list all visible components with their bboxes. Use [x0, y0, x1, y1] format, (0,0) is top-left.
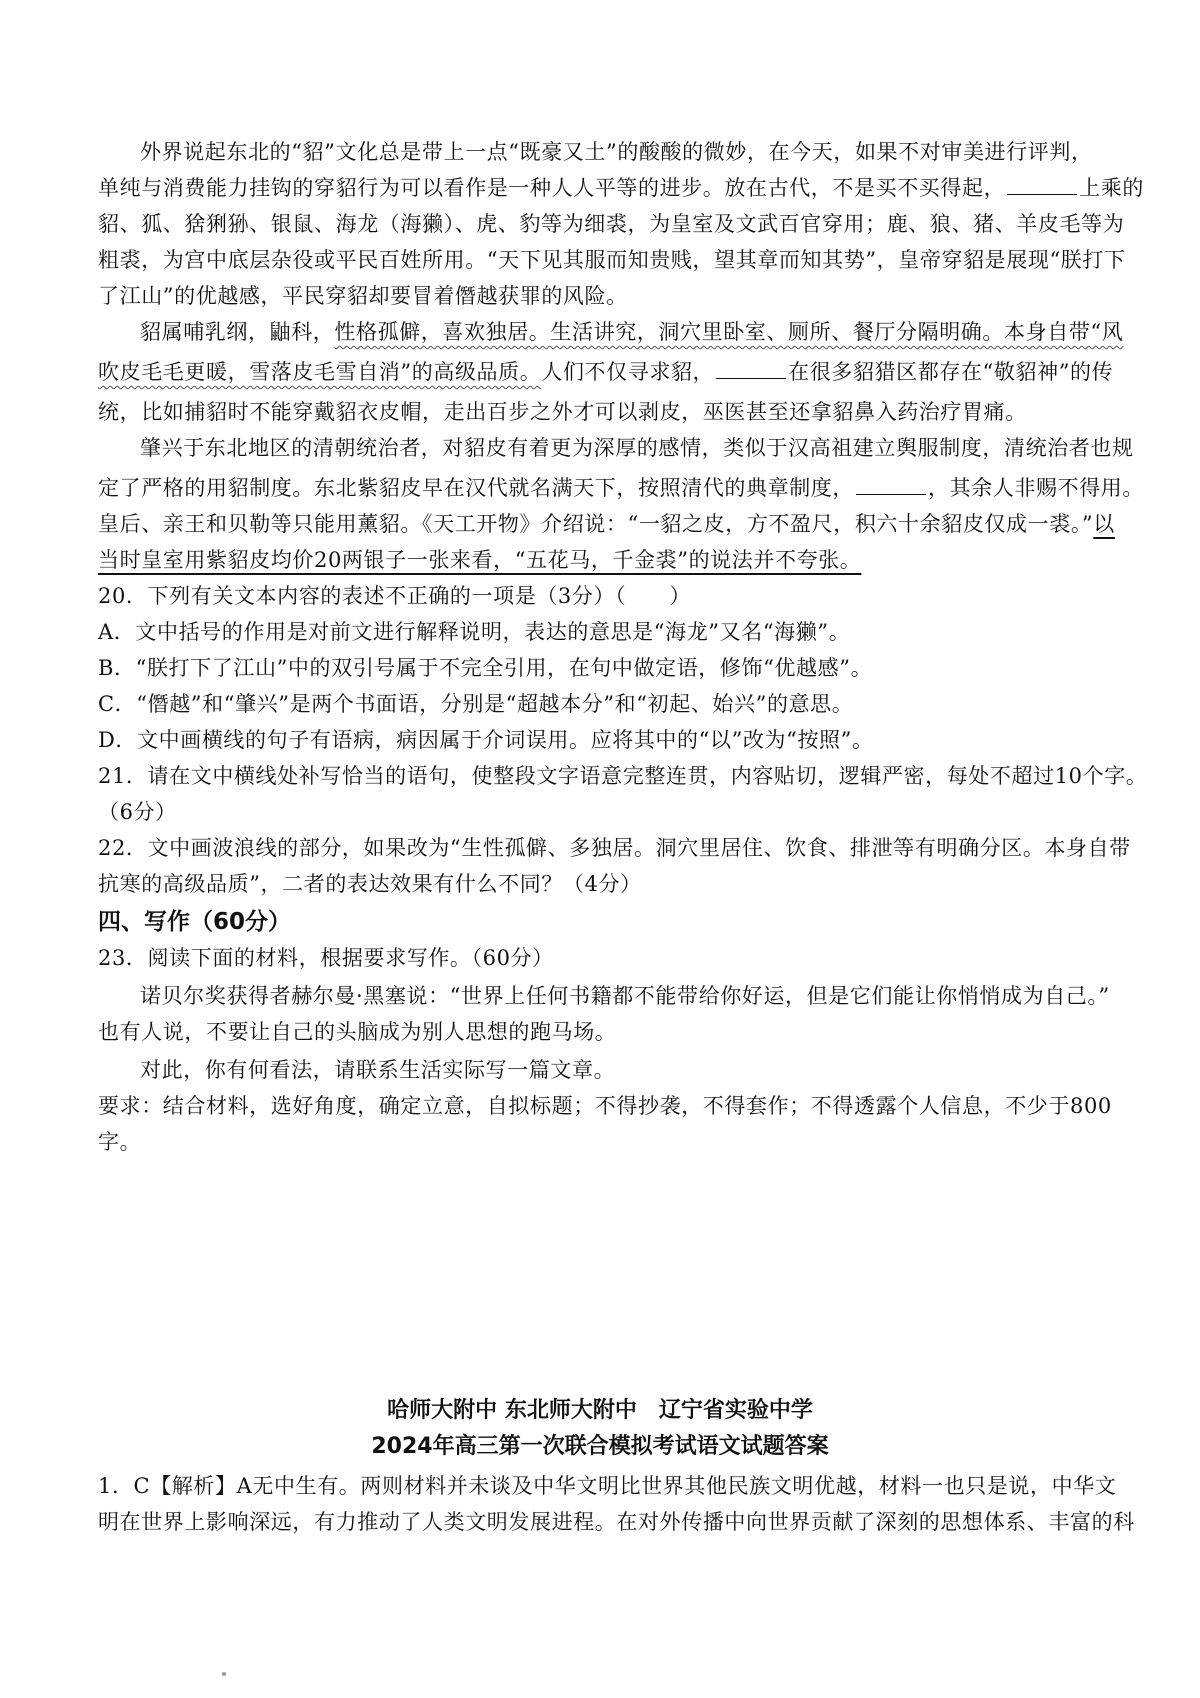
option-c: C．“僭越”和“肇兴”是两个书面语，分别是“超越本分”和“初起、始兴”的意思。 [98, 692, 854, 716]
question-22-cont: 抗寒的高级品质”，二者的表达效果有什么不同？（4分） [98, 872, 642, 896]
passage-line: 肇兴于东北地区的清朝统治者，对貂皮有着更为深厚的感情，类似于汉高祖建立舆服制度，清统治者也规 [140, 436, 1134, 460]
option-a: A．文中括号的作用是对前文进行解释说明，表达的意思是“海龙”又名“海獭”。 [98, 620, 851, 644]
requirement-line: 要求：结合材料，选好角度，确定立意，自拟标题；不得抄袭，不得套作；不得透露个人信息，不少于800 [98, 1094, 1112, 1118]
material-line: 对此，你有何看法，请联系生活实际写一篇文章。 [140, 1058, 616, 1082]
option-d: D．文中画横线的句子有语病，病因属于介词误用。应将其中的“以”改为“按照”。 [98, 728, 874, 752]
question-20: 20．下列有关文本内容的表述不正确的一项是（3分）（ ） [98, 584, 691, 608]
section-heading-writing: 四、写作（60分） [98, 909, 292, 935]
passage-line: 粗裘，为宫中底层杂役或平民百姓所用。“天下见其服而知贵贱，望其章而知其势”，皇帝穿貂是展现“朕打下 [98, 248, 1126, 272]
passage-line: 貂属哺乳纲，鼬科，性格孤僻，喜欢独居。生活讲究，洞穴里卧室、厕所、餐厅分隔明确。本身自带“风 [140, 320, 1124, 344]
underlined-text: 当时皇室用紫貂皮均价20两银子一张来看，“五花马，千金裘”的说法并不夸张。 [98, 548, 862, 572]
fill-blank-3[interactable] [856, 474, 926, 495]
material-line: 也有人说，不要让自己的头脑成为别人思想的跑马场。 [98, 1020, 617, 1044]
answer-title: 2024年高三第一次联合模拟考试语文试题答案 [371, 1434, 829, 1459]
answer-line: 1．C【解析】A无中生有。两则材料并未谈及中华文明比世界其他民族文明优越，材料一也只是说，中华文 [98, 1474, 1117, 1498]
question-23: 23．阅读下面的材料，根据要求写作。（60分） [98, 946, 554, 970]
fill-blank-2[interactable] [716, 358, 786, 379]
question-22: 22．文中画波浪线的部分，如果改为“生性孤僻、多独居。洞穴里居住、饮食、排泄等有明确分区。本身自带 [98, 836, 1131, 860]
requirement-line: 字。 [98, 1130, 142, 1154]
question-21-score: （6分） [98, 800, 177, 824]
answer-schools: 哈师大附中 东北师大附中 辽宁省实验中学 [387, 1398, 813, 1423]
passage-line: 统，比如捕貂时不能穿戴貂衣皮帽，走出百步之外才可以剥皮，巫医甚至还拿貂鼻入药治疗胃痛。 [98, 400, 1027, 424]
passage-line: 单纯与消费能力挂钩的穿貂行为可以看作是一种人人平等的进步。放在古代，不是买不买得起， 上乘的 [98, 176, 1145, 200]
passage-line: 定了严格的用貂制度。东北紫貂皮早在汉代就名满天下，按照清代的典章制度， ，其余人非赐不得用。 [98, 476, 1144, 500]
question-21: 21．请在文中横线处补写恰当的语句，使整段文字语意完整连贯，内容贴切，逻辑严密，每处不超过10个字。 [98, 764, 1148, 788]
wavy-underlined-text: 性格孤僻，喜欢独居。生活讲究，洞穴里卧室、厕所、餐厅分隔明确。本身自带“风 [334, 320, 1124, 344]
passage-line: 吹皮毛毛更暖，雪落皮毛雪自消”的高级品质。人们不仅寻求貂， 在很多貂猎区都存在“敬貂神”的传 [98, 360, 1114, 384]
page-mark [222, 1672, 226, 1676]
passage-line: 了江山”的优越感，平民穿貂却要冒着僭越获罪的风险。 [98, 284, 628, 308]
option-b: B．“朕打下了江山”中的双引号属于不完全引用，在句中做定语，修饰“优越感”。 [98, 656, 873, 680]
fill-blank-1[interactable] [1007, 174, 1077, 195]
wavy-underlined-text: 吹皮毛毛更暖，雪落皮毛雪自消”的高级品质。 [98, 360, 542, 384]
passage-line: 外界说起东北的“貂”文化总是带上一点“既豪又土”的酸酸的微妙，在今天，如果不对审美进行评判， [140, 140, 1093, 164]
material-line: 诺贝尔奖获得者赫尔曼·黑塞说：“世界上任何书籍都不能带给你好运，但是它们能让你悄悄成为自己。” [140, 984, 1110, 1008]
passage-line: 貂、狐、猞猁狲、银鼠、海龙（海獭）、虎、豹等为细裘，为皇室及文武百官穿用；鹿、狼、猪、羊皮毛等为 [98, 212, 1125, 236]
answer-line: 明在世界上影响深远，有力推动了人类文明发展进程。在对外传播中向世界贡献了深刻的思想体系、丰富的科 [98, 1510, 1135, 1534]
underlined-text: 以 [1093, 512, 1115, 536]
passage-line: 皇后、亲王和贝勒等只能用薰貂。《天工开物》介绍说：“一貂之皮，方不盈尺，积六十余貂皮仅成一裘。”以 [98, 512, 1115, 536]
passage-line [98, 545, 1118, 575]
